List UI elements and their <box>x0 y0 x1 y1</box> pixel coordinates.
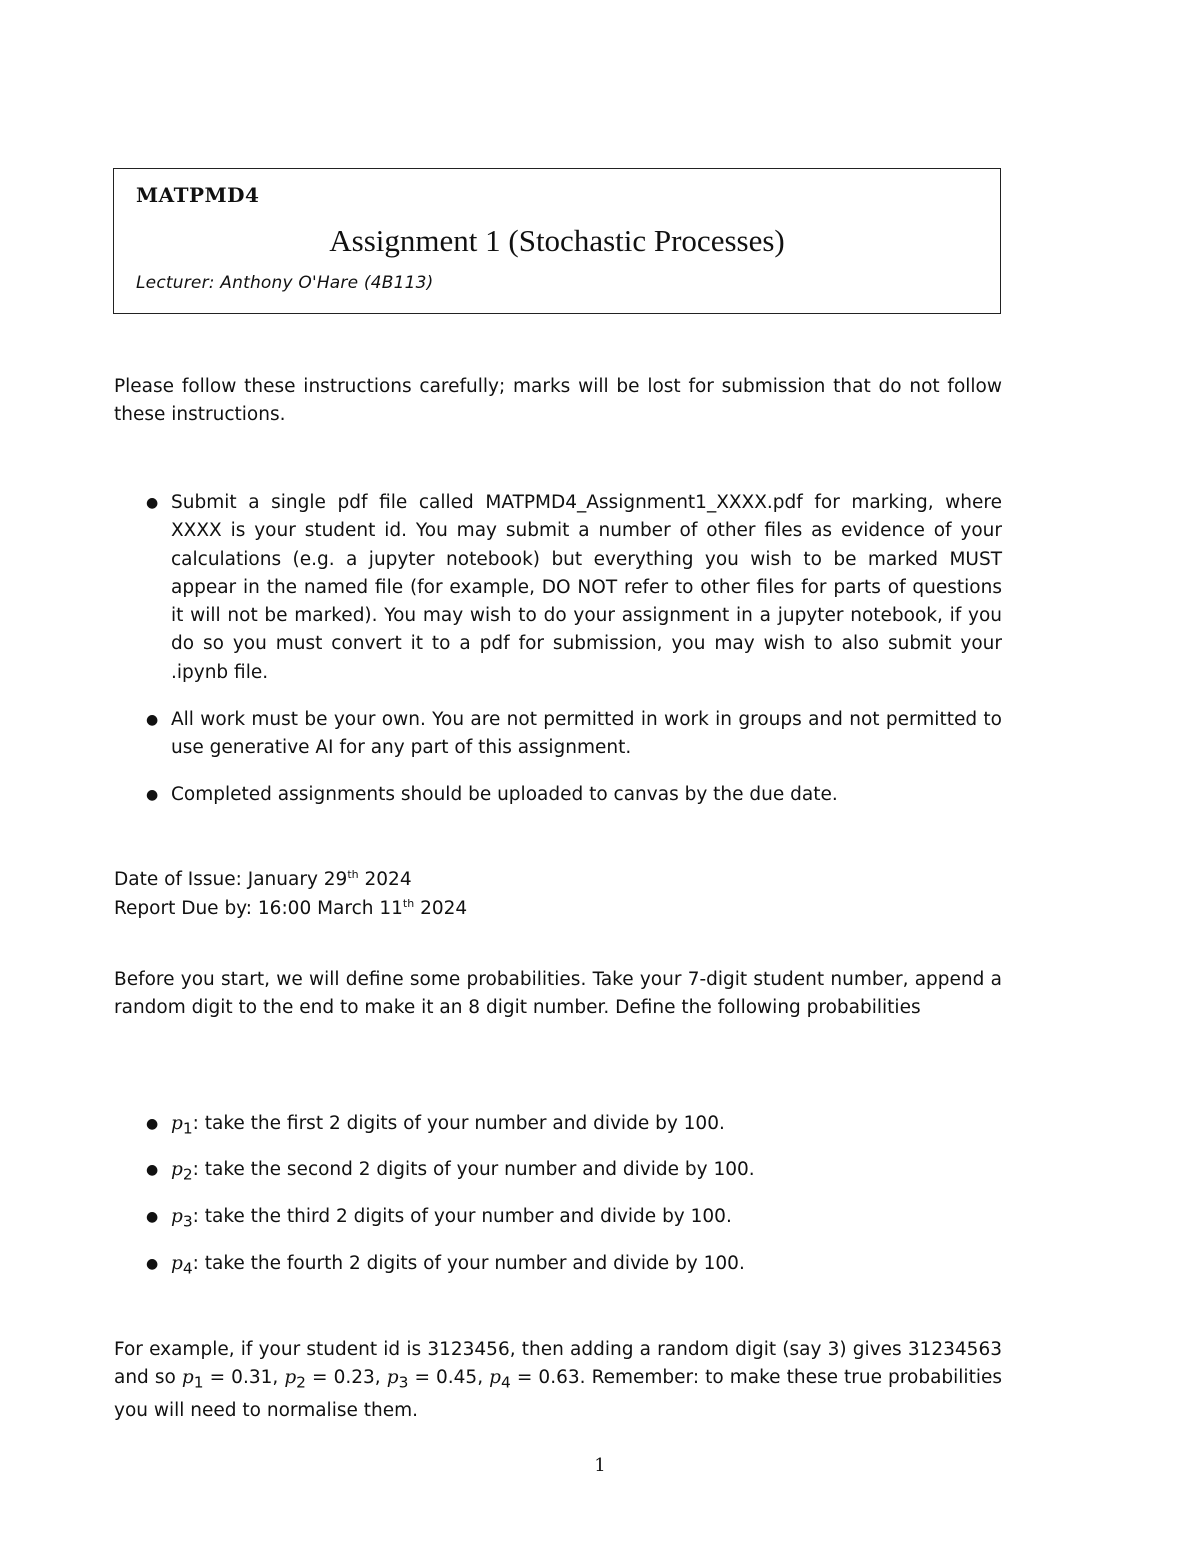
bullet-marker: ● <box>146 1162 159 1178</box>
instruction-item-1: Submit a single pdf file called MATPMD4_Assignment1_XXXX.pdf for marking, where XXXX is your student id. You may submit a number of other files as evidence of your calculations (e.g. a jupyter notebook) but everything you wish to be marked MUST appear in the named file (for example, DO NOT refer to other files for parts of questions it will not be marked). You may wish to do your assignment in a jupyter notebook, if you do so you must convert it to a pdf for submission, you may wish to also submit your .ipynb file. <box>171 492 1002 683</box>
probability-item-2: $p_2$: take the second 2 digits of your number and divide by 100. <box>171 1159 755 1184</box>
intro-paragraph: Please follow these instructions carefully; marks will be lost for submission that do not follow these instructions. <box>114 376 1002 426</box>
bullet-marker: ● <box>146 712 159 728</box>
assignment-title: Assignment 1 (Stochastic Processes) <box>329 223 785 258</box>
probability-item-3: $p_3$: take the third 2 digits of your number and divide by 100. <box>171 1206 732 1231</box>
bullet-marker: ● <box>146 1116 159 1132</box>
issue-date: Date of Issue: January 29th 2024 <box>114 868 412 890</box>
example-paragraph: For example, if your student id is 3123456, then adding a random digit (say 3) gives 31234563 and so $p_1 = 0.31$, $p_2 = 0.23$, $p_3 = 0.45$, $p_4 = 0.63$. Remember: to make these true probabilities you will need to normalise them. <box>114 1339 1002 1422</box>
bullet-marker: ● <box>146 787 159 803</box>
course-code: MATPMD4 <box>136 183 260 207</box>
page-number: 1 <box>594 1455 606 1476</box>
instruction-item-3: Completed assignments should be uploaded to canvas by the due date. <box>171 784 838 805</box>
bullet-marker: ● <box>146 495 159 511</box>
bullet-marker: ● <box>146 1256 159 1272</box>
setup-paragraph: Before you start, we will define some probabilities. Take your 7-digit student number, append a random digit to the end to make it an 8 digit number. Define the following probabilities <box>114 969 1002 1019</box>
due-date: Report Due by: 16:00 March 11th 2024 <box>114 897 468 919</box>
bullet-marker: ● <box>146 1209 159 1225</box>
lecturer-line: Lecturer: Anthony O'Hare (4B113) <box>136 273 434 293</box>
probability-item-4: $p_4$: take the fourth 2 digits of your number and divide by 100. <box>171 1253 745 1278</box>
probability-item-1: $p_1$: take the first 2 digits of your number and divide by 100. <box>171 1113 725 1138</box>
header-box <box>113 168 1001 314</box>
instruction-item-2: All work must be your own. You are not permitted in work in groups and not permitted to use generative AI for any part of this assignment. <box>171 709 1002 759</box>
